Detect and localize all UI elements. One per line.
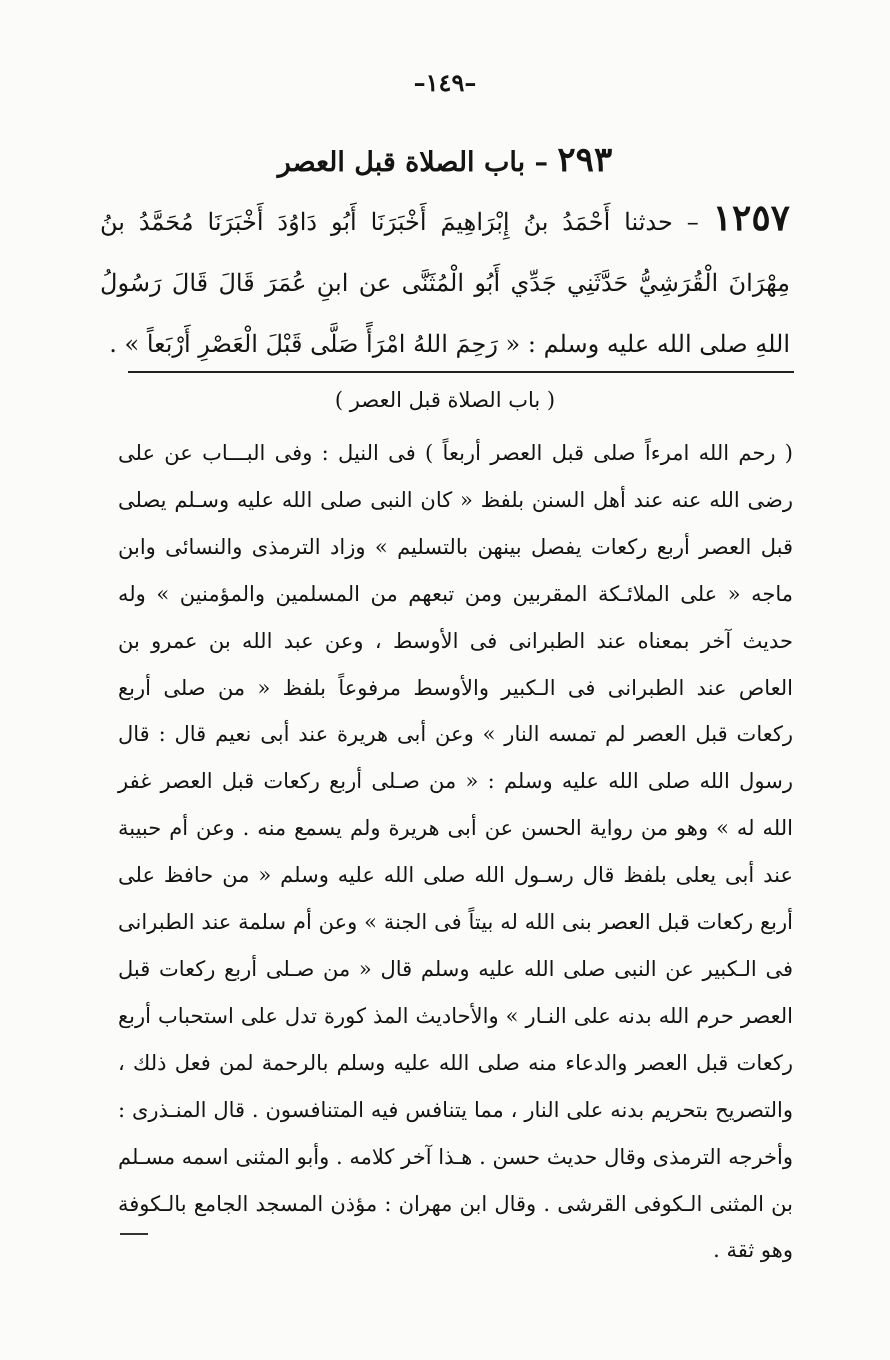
- chapter-heading: [120, 140, 770, 180]
- page-number: –١٤٩–: [413, 68, 477, 97]
- margin-dash: [120, 1233, 148, 1235]
- hadith-block: [100, 188, 790, 375]
- chapter-title: باب الصلاة قبل العصر: [277, 147, 526, 178]
- commentary-heading: ( باب الصلاة قبل العصر ): [334, 388, 556, 412]
- section-divider: [128, 371, 794, 373]
- chapter-separator: –: [534, 147, 549, 178]
- hadith-separator: –: [686, 208, 699, 236]
- hadith-number: ١٢٥٧: [712, 197, 790, 239]
- hadith-text: حدثنا أَحْمَدُ بنُ إِبْرَاهِيمَ أَخْبَرَنَا أَبُو دَاوُدَ أَخْبَرَنَا مُحَمَّدُ بنُ مِهْرَانَ الْقُرَشِيُّ حَدَّثَنِي جَدِّي أَبُو الْمُثَنَّى عن ابنِ عُمَرَ قَالَ قَالَ رَسُولُ اللهِ صلى الله عليه وسلم : « رَحِمَ اللهُ امْرَأً صَلَّى قَبْلَ الْعَصْرِ أَرْبَعاً » .: [100, 208, 790, 358]
- chapter-number: ٢٩٣: [557, 140, 613, 180]
- commentary-text: ( رحم الله امرءاً صلى قبل العصر أربعاً ) فى النيل : وفى البـــاب عن على رضى الله عنه عند أهل السنن بلفظ « كان النبى صلى الله عليه وسـلم يصلى قبل العصر أربع ركعات يفصل بينهن بالتسليم » وزاد الترمذى والنسائى وابن ماجه « على الملائـكة المقربين ومن تبعهم من المسلمين والمؤمنين » وله حديث آخر بمعناه عند الطبرانى فى الأوسط ، وعن عبد الله بن عمرو بن العاص عند الطبرانى فى الـكبير والأوسط مرفوعاً بلفظ « من صلى أربع ركعات قبل العصر لم تمسه النار » وعن أبى هريرة عند أبى نعيم قال : قال رسول الله صلى الله عليه وسلم : « من صـلى أربع ركعات قبل العصر غفر الله له » وهو من رواية الحسن عن أبى هريرة ولم يسمع منه . وعن أم حبيبة عند أبى يعلى بلفظ قال رسـول الله صلى الله عليه وسلم « من حافظ على أربع ركعات قبل العصر بنى الله له بيتاً فى الجنة » وعن أم سلمة عند الطبرانى فى الـكبير عن النبى صلى الله عليه وسلم قال « من صـلى أربع ركعات قبل العصر حرم الله بدنه على النـار » والأحاديث المذ كورة تدل على استحباب أربع ركعات قبل العصر والدعاء منه صلى الله عليه وسلم بالرحمة لمن فعل ذلك ، والتصريح بتحريم بدنه على النار ، مما يتنافس فيه المتنافسون . قال المنـذرى : وأخرجه الترمذى وقال حديث حسن . هـذا آخر كلامه . وأبو المثنى اسمه مسـلم بن المثنى الـكوفى القرشى . وقال ابن مهران : مؤذن المسجد الجامع بالـكوفة وهو ثقة .: [118, 441, 793, 1263]
